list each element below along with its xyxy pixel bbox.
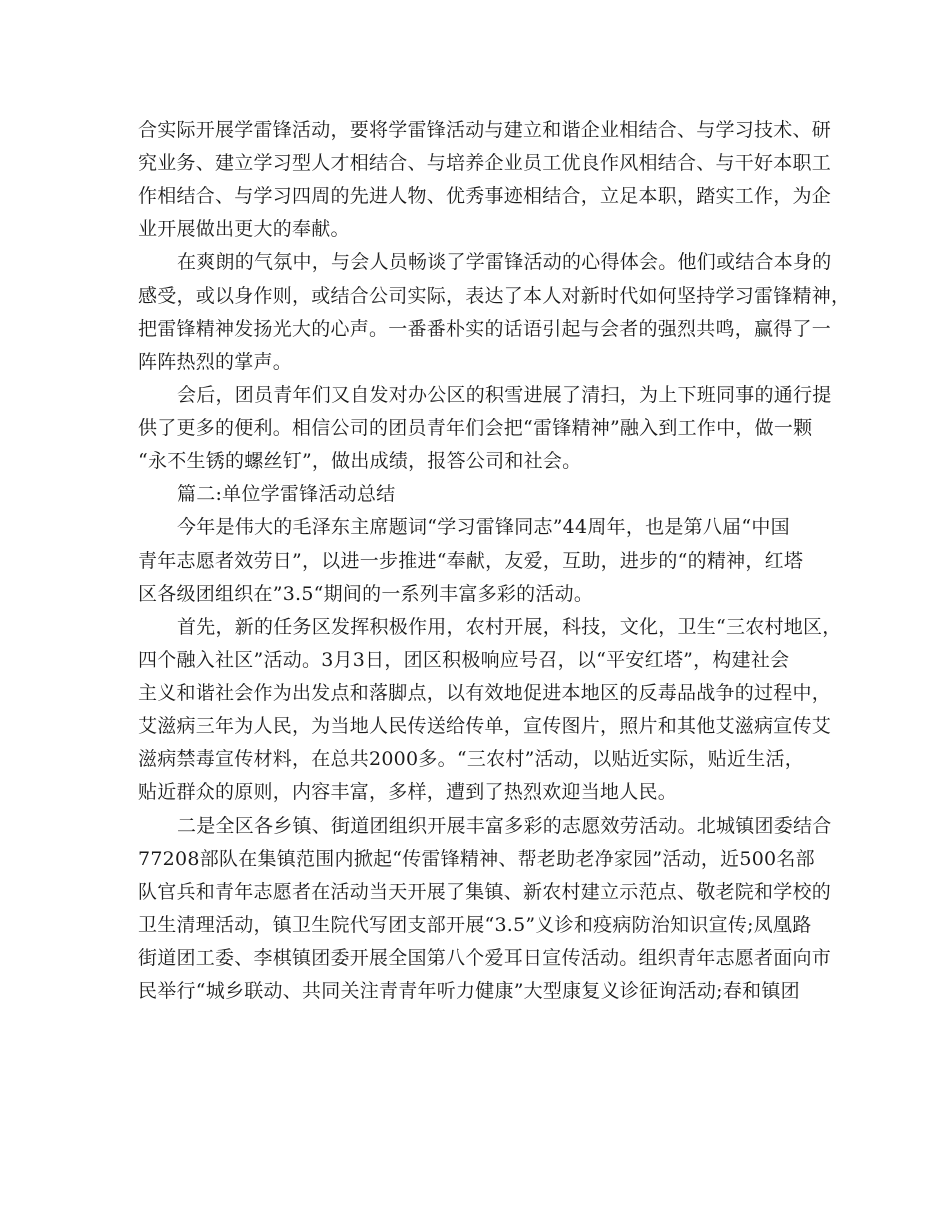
text-line: 会后，团员青年们又自发对办公区的积雪进展了清扫，为上下班同事的通行提	[177, 384, 832, 406]
text-line: 感受，或以身作则，或结合公司实际，表达了本人对新时代如何坚持学习雷锋精神，	[138, 285, 851, 307]
text-line: 在爽朗的气氛中，与会人员畅谈了学雷锋活动的心得体会。他们或结合本身的	[177, 251, 832, 273]
text-line: 艾滋病三年为人民，为当地人民传送给传单，宣传图片，照片和其他艾滋病宣传艾	[138, 715, 832, 737]
text-line: 作相结合、与学习四周的先进人物、优秀事迹相结合，立足本职，踏实工作，为企	[138, 185, 832, 207]
text-line: 四个融入社区”活动。3月3日，团区积极响应号召，以“平安红塔”，构建社会	[138, 649, 790, 671]
text-line: 队官兵和青年志愿者在活动当天开展了集镇、新农村建立示范点、敬老院和学校的	[138, 881, 832, 903]
text-line: 二是全区各乡镇、街道团组织开展丰富多彩的志愿效劳活动。北城镇团委结合	[177, 815, 832, 837]
text-line: “永不生锈的螺丝钉”，做出成绩，报答公司和社会。	[138, 450, 582, 472]
text-line: 把雷锋精神发扬光大的心声。一番番朴实的话语引起与会者的强烈共鸣，赢得了一	[138, 318, 832, 340]
text-line: 今年是伟大的毛泽东主席题词“学习雷锋同志”44周年，也是第八届“中国	[177, 516, 790, 538]
text-line: 阵阵热烈的掌声。	[138, 351, 293, 373]
text-line: 首先，新的任务区发挥积极作用，农村开展，科技，文化，卫生“三农村地区，	[177, 616, 842, 638]
section-heading: 篇二:单位学雷锋活动总结	[177, 483, 396, 505]
text-line: 业开展做出更大的奉献。	[138, 218, 350, 240]
text-line: 主义和谐社会作为出发点和落脚点，以有效地促进本地区的反毒品战争的过程中，	[138, 682, 832, 704]
text-line: 民举行“城乡联动、共同关注青青年听力健康”大型康复义诊征询活动;春和镇团	[138, 980, 800, 1002]
text-line: 区各级团组织在”3.5“期间的一系列丰富多彩的活动。	[138, 583, 594, 605]
text-line: 滋病禁毒宣传材料，在总共2000多。“三农村”活动，以贴近实际，贴近生活，	[138, 748, 805, 770]
text-line: 供了更多的便利。相信公司的团员青年们会把“雷锋精神”融入到工作中，做一颗	[138, 417, 813, 439]
text-line: 77208部队在集镇范围内掀起“传雷锋精神、帮老助老净家园”活动，近500名部	[138, 848, 815, 870]
text-line: 街道团工委、李棋镇团委开展全国第八个爱耳日宣传活动。组织青年志愿者面向市	[138, 947, 832, 969]
text-line: 究业务、建立学习型人才相结合、与培养企业员工优良作风相结合、与干好本职工	[138, 152, 832, 174]
text-line: 贴近群众的原则，内容丰富，多样，遭到了热烈欢迎当地人民。	[138, 781, 678, 803]
text-line: 卫生清理活动，镇卫生院代写团支部开展“3.5”义诊和疫病防治知识宣传;凤凰路	[138, 914, 812, 936]
text-line: 青年志愿者效劳日”，以进一步推进“奉献，友爱，互助，进步的“的精神，红塔	[138, 550, 804, 572]
text-line: 合实际开展学雷锋活动，要将学雷锋活动与建立和谐企业相结合、与学习技术、研	[138, 119, 832, 141]
